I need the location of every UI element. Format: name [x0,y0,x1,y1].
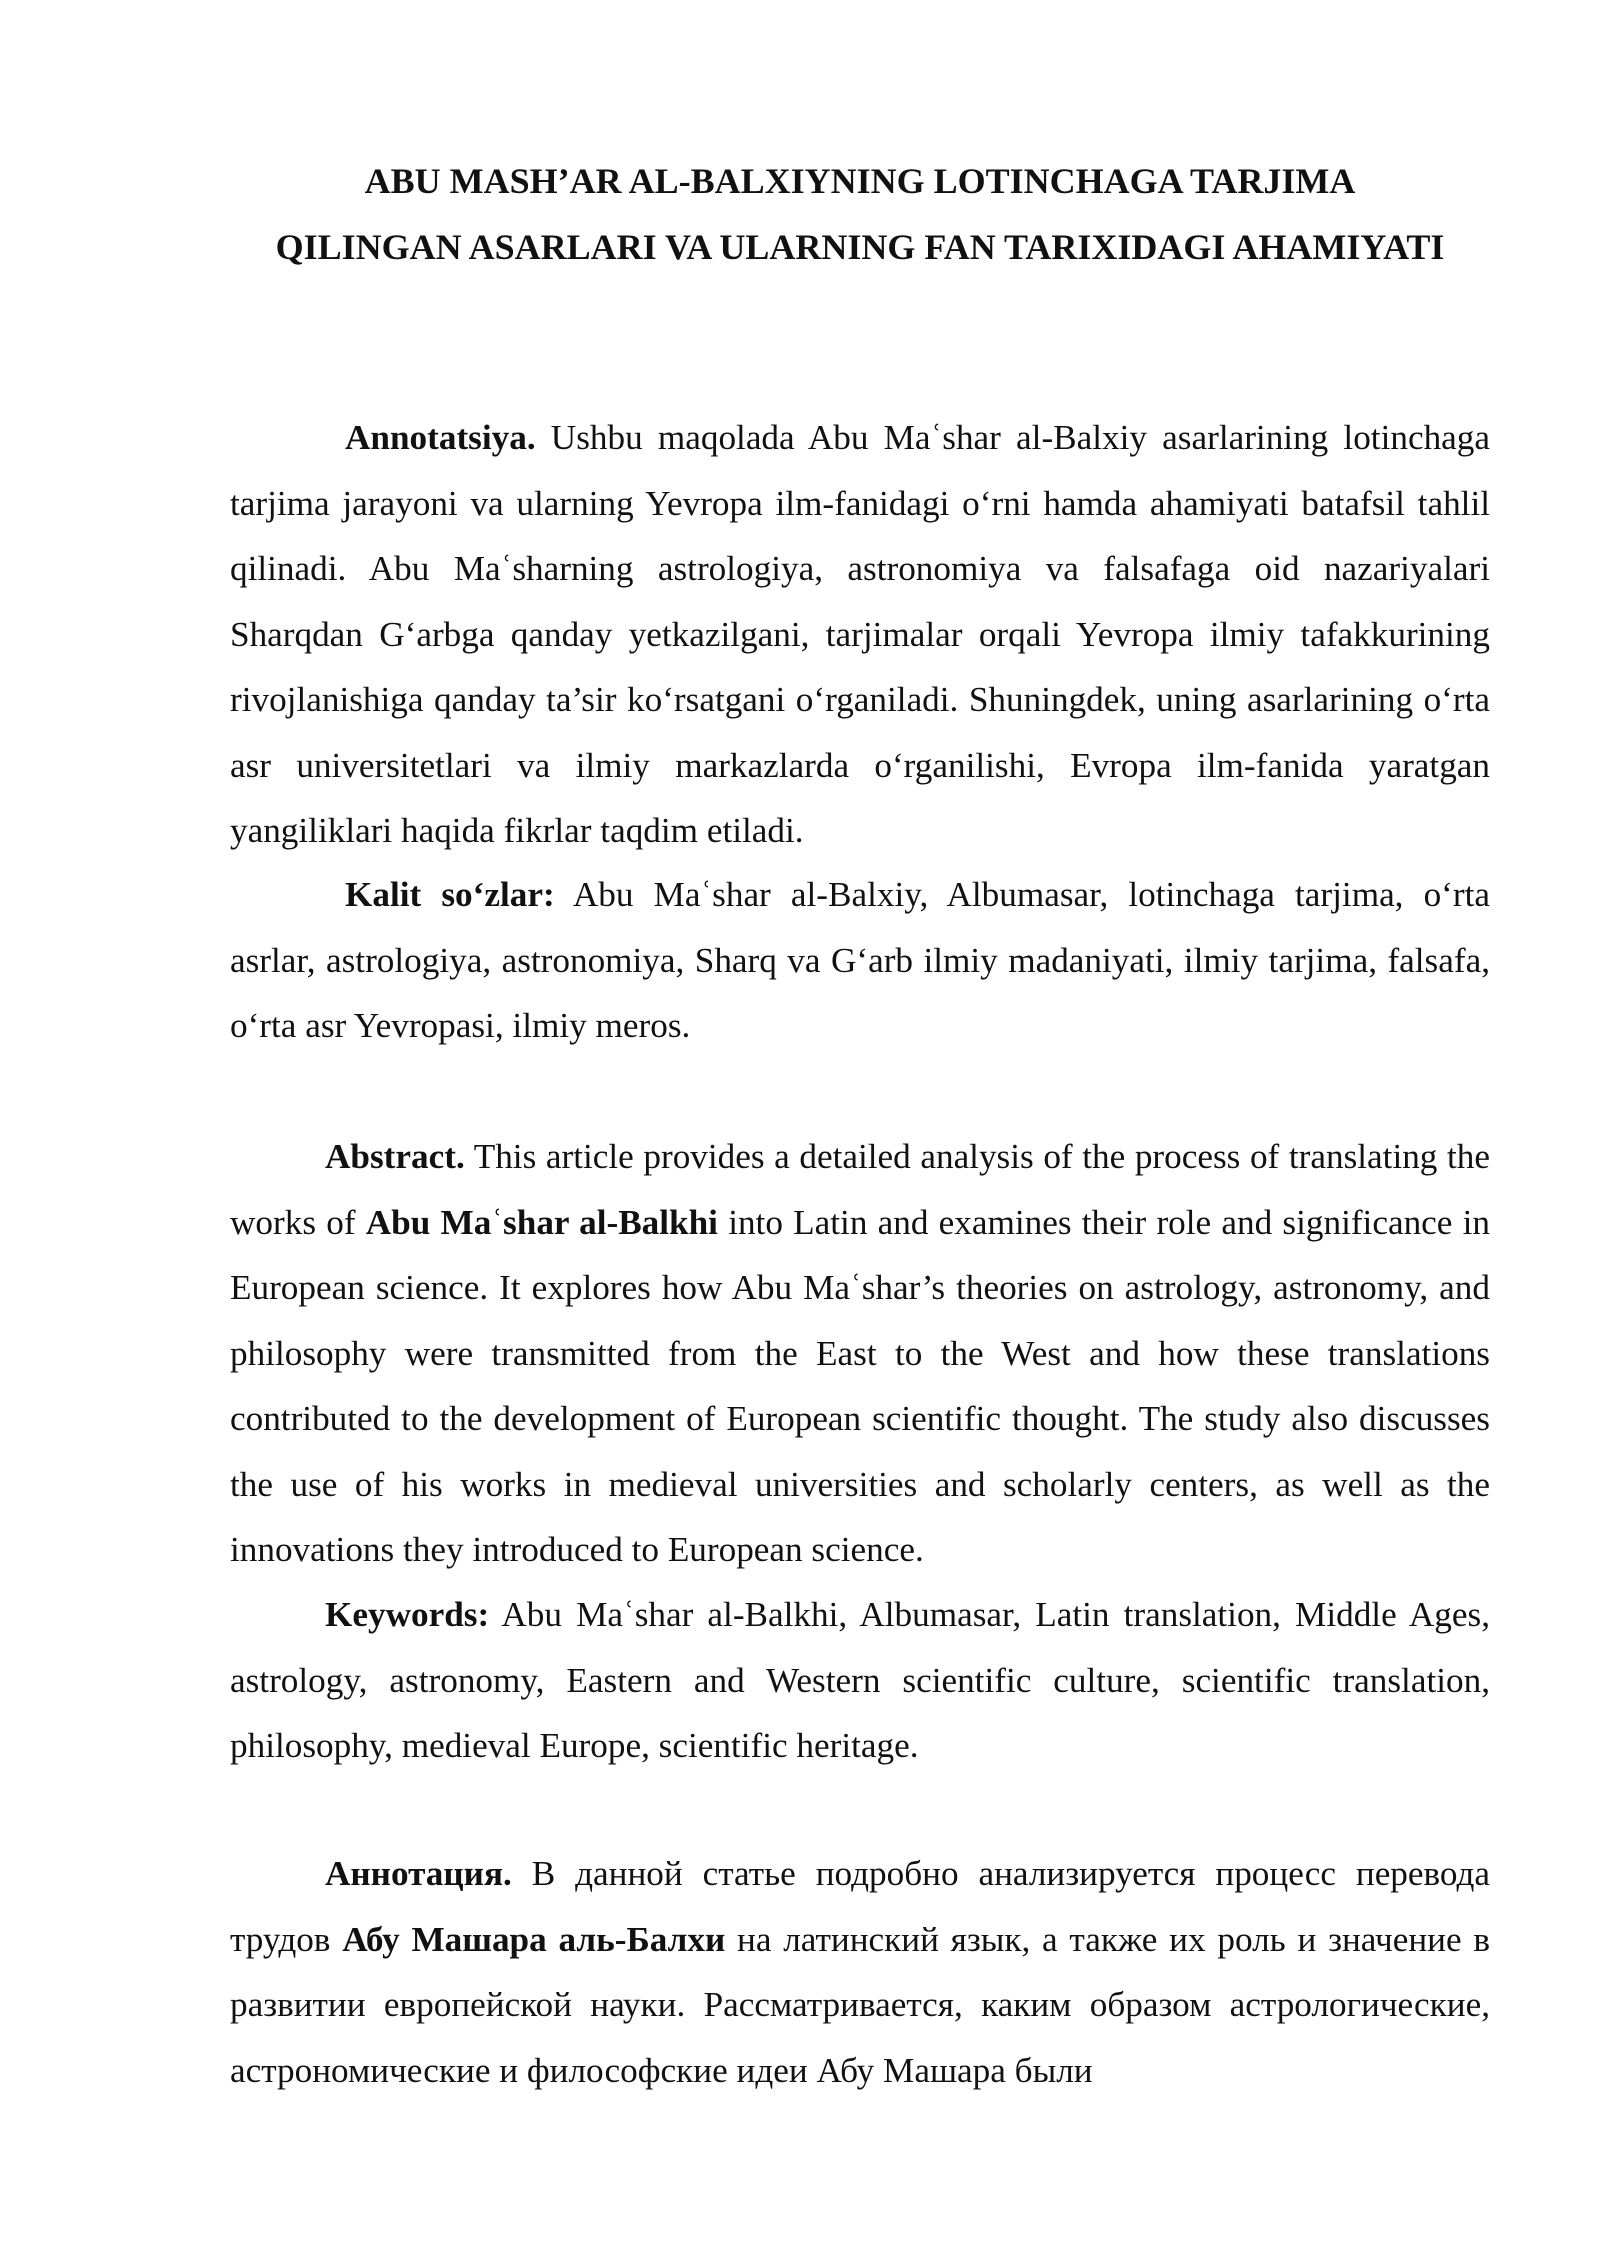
russian-annotation-section [230,1841,1490,2103]
english-abstract-text-1: This article provides a detailed analysis of the process of translating the works of [230,1137,1490,1242]
article-title [230,148,1490,280]
russian-annotation-text-2: на латинский язык, а также их роль и значение в развитии европейской науки. Рассматривается, каким образом астрологические, астрономические и философские идеи Абу Машара были [230,1919,1490,2090]
uzbek-annotation-paragraph [230,405,1490,864]
russian-annotation-author-name: Абу Машара аль-Балхи [342,1919,726,1959]
english-keywords-section [230,1582,1490,1779]
english-abstract-text-2: into Latin and examines their role and significance in European science. It explores how Abu Maʿshar’s theories on astrology, astronomy, and philosophy were transmitted from the East to the West and how these translations contributed to the development of European scientific thought. The study also discusses the use of his works in medieval universities and scholarly centers, as well as the innovations they introduced to European science. [230,1202,1490,1569]
article-title-line-2: QILINGAN ASARLARI VA ULARNING FAN TARIXIDAGI AHAMIYATI [275,227,1445,267]
english-abstract-label: Abstract. [325,1137,465,1176]
english-keywords-text: Abu Maʿshar al-Balkhi, Albumasar, Latin translation, Middle Ages, astrology, astronomy, Eastern and Western scientific culture, scientific translation, philosophy, medieval Europe, scientific heritage. [230,1595,1490,1765]
english-keywords-paragraph [230,1582,1490,1779]
english-abstract-author-name: Abu Maʿshar al-Balkhi [365,1202,718,1242]
article-title-line-1: ABU MASH’AR AL-BALXIYNING LOTINCHAGA TARJIMA [364,161,1356,201]
english-keywords-label: Keywords: [325,1595,490,1634]
uzbek-keywords-text: Abu Maʿshar al-Balxiy, Albumasar, lotinchaga tarjima, o‘rta asrlar, astrologiya, astronomiya, Sharq va G‘arb ilmiy madaniyati, ilmiy tarjima, falsafa, o‘rta asr Yevropasi, ilmiy meros. [230,875,1491,1045]
uzbek-keywords-section [230,862,1490,1059]
uzbek-keywords-label: Kalit so‘zlar: [345,875,555,914]
english-abstract-section [230,1124,1490,1583]
russian-annotation-paragraph [230,1841,1490,2103]
uzbek-annotation-text: Ushbu maqolada Abu Maʿshar al-Balxiy asarlarining lotinchaga tarjima jarayoni va ularning Yevropa ilm-fanidagi o‘rni hamda ahamiyati batafsil tahlil qilinadi. Abu Maʿsharning astrologiya, astronomiya va falsafaga oid nazariyalari Sharqdan G‘arbga qanday yetkazilgani, tarjimalar orqali Yevropa ilmiy tafakkurining rivojlanishiga qanday ta’sir ko‘rsatgani o‘rganiladi. Shuningdek, uning asarlarining o‘rta asr universitetlari va ilmiy markazlarda o‘rganilishi, Evropa ilm-fanida yaratgan yangiliklari haqida fikrlar taqdim etiladi. [230,418,1490,850]
uzbek-keywords-paragraph [230,862,1490,1059]
russian-annotation-text-1: В данной статье подробно анализируется процесс перевода трудов [230,1854,1490,1959]
russian-annotation-label: Аннотация. [325,1854,512,1893]
uzbek-annotation-label: Annotatsiya. [345,418,536,457]
uzbek-annotation-section [230,405,1490,864]
english-abstract-paragraph [230,1124,1490,1583]
